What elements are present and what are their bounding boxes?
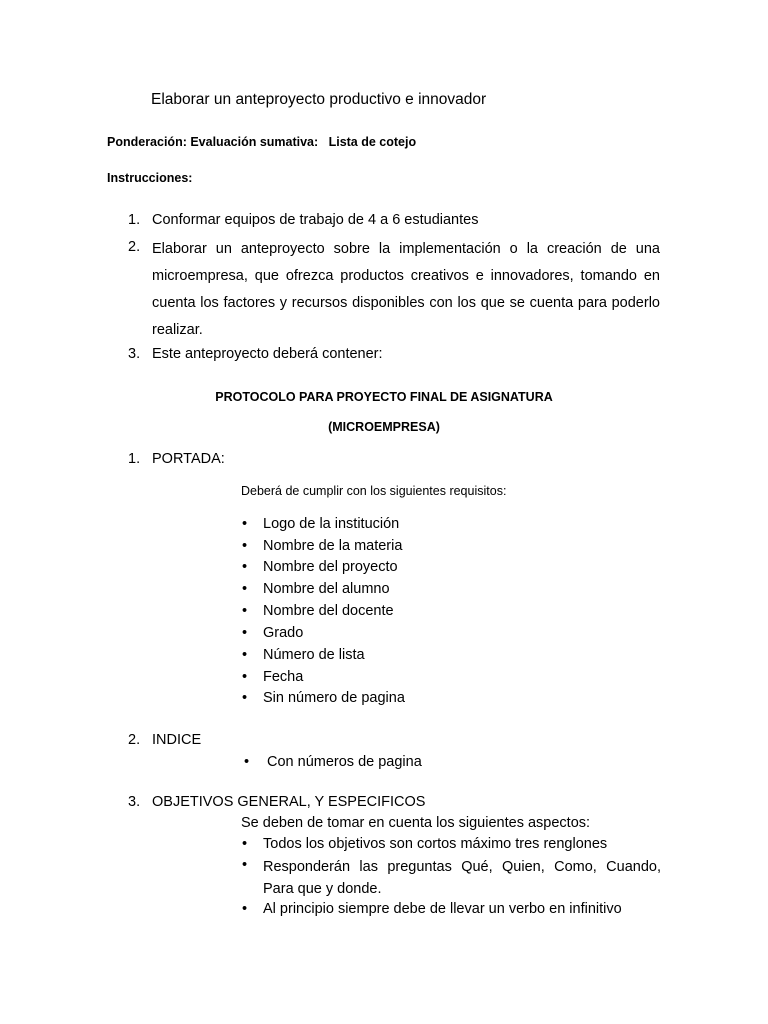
list-item xyxy=(242,603,394,619)
bullet-icon: • xyxy=(244,754,250,770)
section-number: 1. xyxy=(128,451,141,467)
list-number: 2. xyxy=(128,239,141,255)
section-intro: Se deben de tomar en cuenta los siguientes aspectos: xyxy=(241,815,591,831)
instrucciones-label: Instrucciones: xyxy=(107,171,193,185)
list-item xyxy=(242,901,622,917)
section-number: 2. xyxy=(128,732,141,748)
section-intro: Deberá de cumplir con los siguientes requisitos: xyxy=(241,484,507,498)
list-item-text: Nombre de la materia xyxy=(263,538,403,554)
section-heading: PORTADA: xyxy=(152,451,225,467)
list-item-text: Logo de la institución xyxy=(263,516,400,532)
bullet-icon: • xyxy=(242,901,248,917)
list-item-text: Número de lista xyxy=(263,647,365,663)
list-item xyxy=(242,625,304,641)
bullet-icon: • xyxy=(242,669,248,685)
protocolo-title: PROTOCOLO PARA PROYECTO FINAL DE ASIGNATURA xyxy=(215,390,553,404)
list-item-text: Elaborar un anteproyecto sobre la implementación o la creación de una microempresa, que ofrezca productos creativos e innovadores, tomando en cuenta los factores y recursos disponibles con los que se cuenta para poderlo realizar. xyxy=(152,241,660,338)
list-item-text: Al principio siempre debe de llevar un verbo en infinitivo xyxy=(263,901,622,917)
list-item-text: Conformar equipos de trabajo de 4 a 6 estudiantes xyxy=(152,212,479,228)
list-item-text: Responderán las preguntas Qué, Quien, Como, Cuando, Para que y donde. xyxy=(263,859,661,897)
bullet-icon: • xyxy=(242,538,248,554)
list-item xyxy=(242,647,365,663)
protocolo-subtitle: (MICROEMPRESA) xyxy=(328,420,440,434)
list-item-text: Nombre del docente xyxy=(263,603,394,619)
document-title: Elaborar un anteproyecto productivo e innovador xyxy=(151,91,487,108)
bullet-icon: • xyxy=(242,559,248,575)
section-heading: OBJETIVOS GENERAL, Y ESPECIFICOS xyxy=(152,794,426,810)
bullet-icon: • xyxy=(242,625,248,641)
section-number: 3. xyxy=(128,794,141,810)
list-item xyxy=(242,669,304,685)
list-item xyxy=(242,538,403,554)
list-item xyxy=(242,516,400,532)
bullet-icon: • xyxy=(242,516,248,532)
list-item-text: Nombre del alumno xyxy=(263,581,390,597)
list-number: 1. xyxy=(128,212,141,228)
list-item-text: Este anteproyecto deberá contener: xyxy=(152,346,383,362)
list-item xyxy=(242,857,661,900)
list-item-text: Nombre del proyecto xyxy=(263,559,398,575)
list-item-text: Sin número de pagina xyxy=(263,690,405,706)
list-item-text: Grado xyxy=(263,625,304,641)
list-item xyxy=(242,581,390,597)
list-item-text: Fecha xyxy=(263,669,304,685)
section-heading: INDICE xyxy=(152,732,202,748)
list-item xyxy=(242,836,608,852)
bullet-icon: • xyxy=(242,581,248,597)
list-item-text: Con números de pagina xyxy=(267,754,422,770)
list-item xyxy=(242,559,398,575)
bullet-icon: • xyxy=(242,603,248,619)
bullet-icon: • xyxy=(242,690,248,706)
list-item-text: Todos los objetivos son cortos máximo tres renglones xyxy=(263,836,608,852)
bullet-icon: • xyxy=(242,647,248,663)
bullet-icon: • xyxy=(242,836,248,852)
list-number: 3. xyxy=(128,346,141,362)
ponderacion-line: Ponderación: Evaluación sumativa: Lista de cotejo xyxy=(107,135,417,149)
list-item xyxy=(242,690,405,706)
bullet-icon: • xyxy=(242,857,248,873)
list-item xyxy=(244,754,422,770)
